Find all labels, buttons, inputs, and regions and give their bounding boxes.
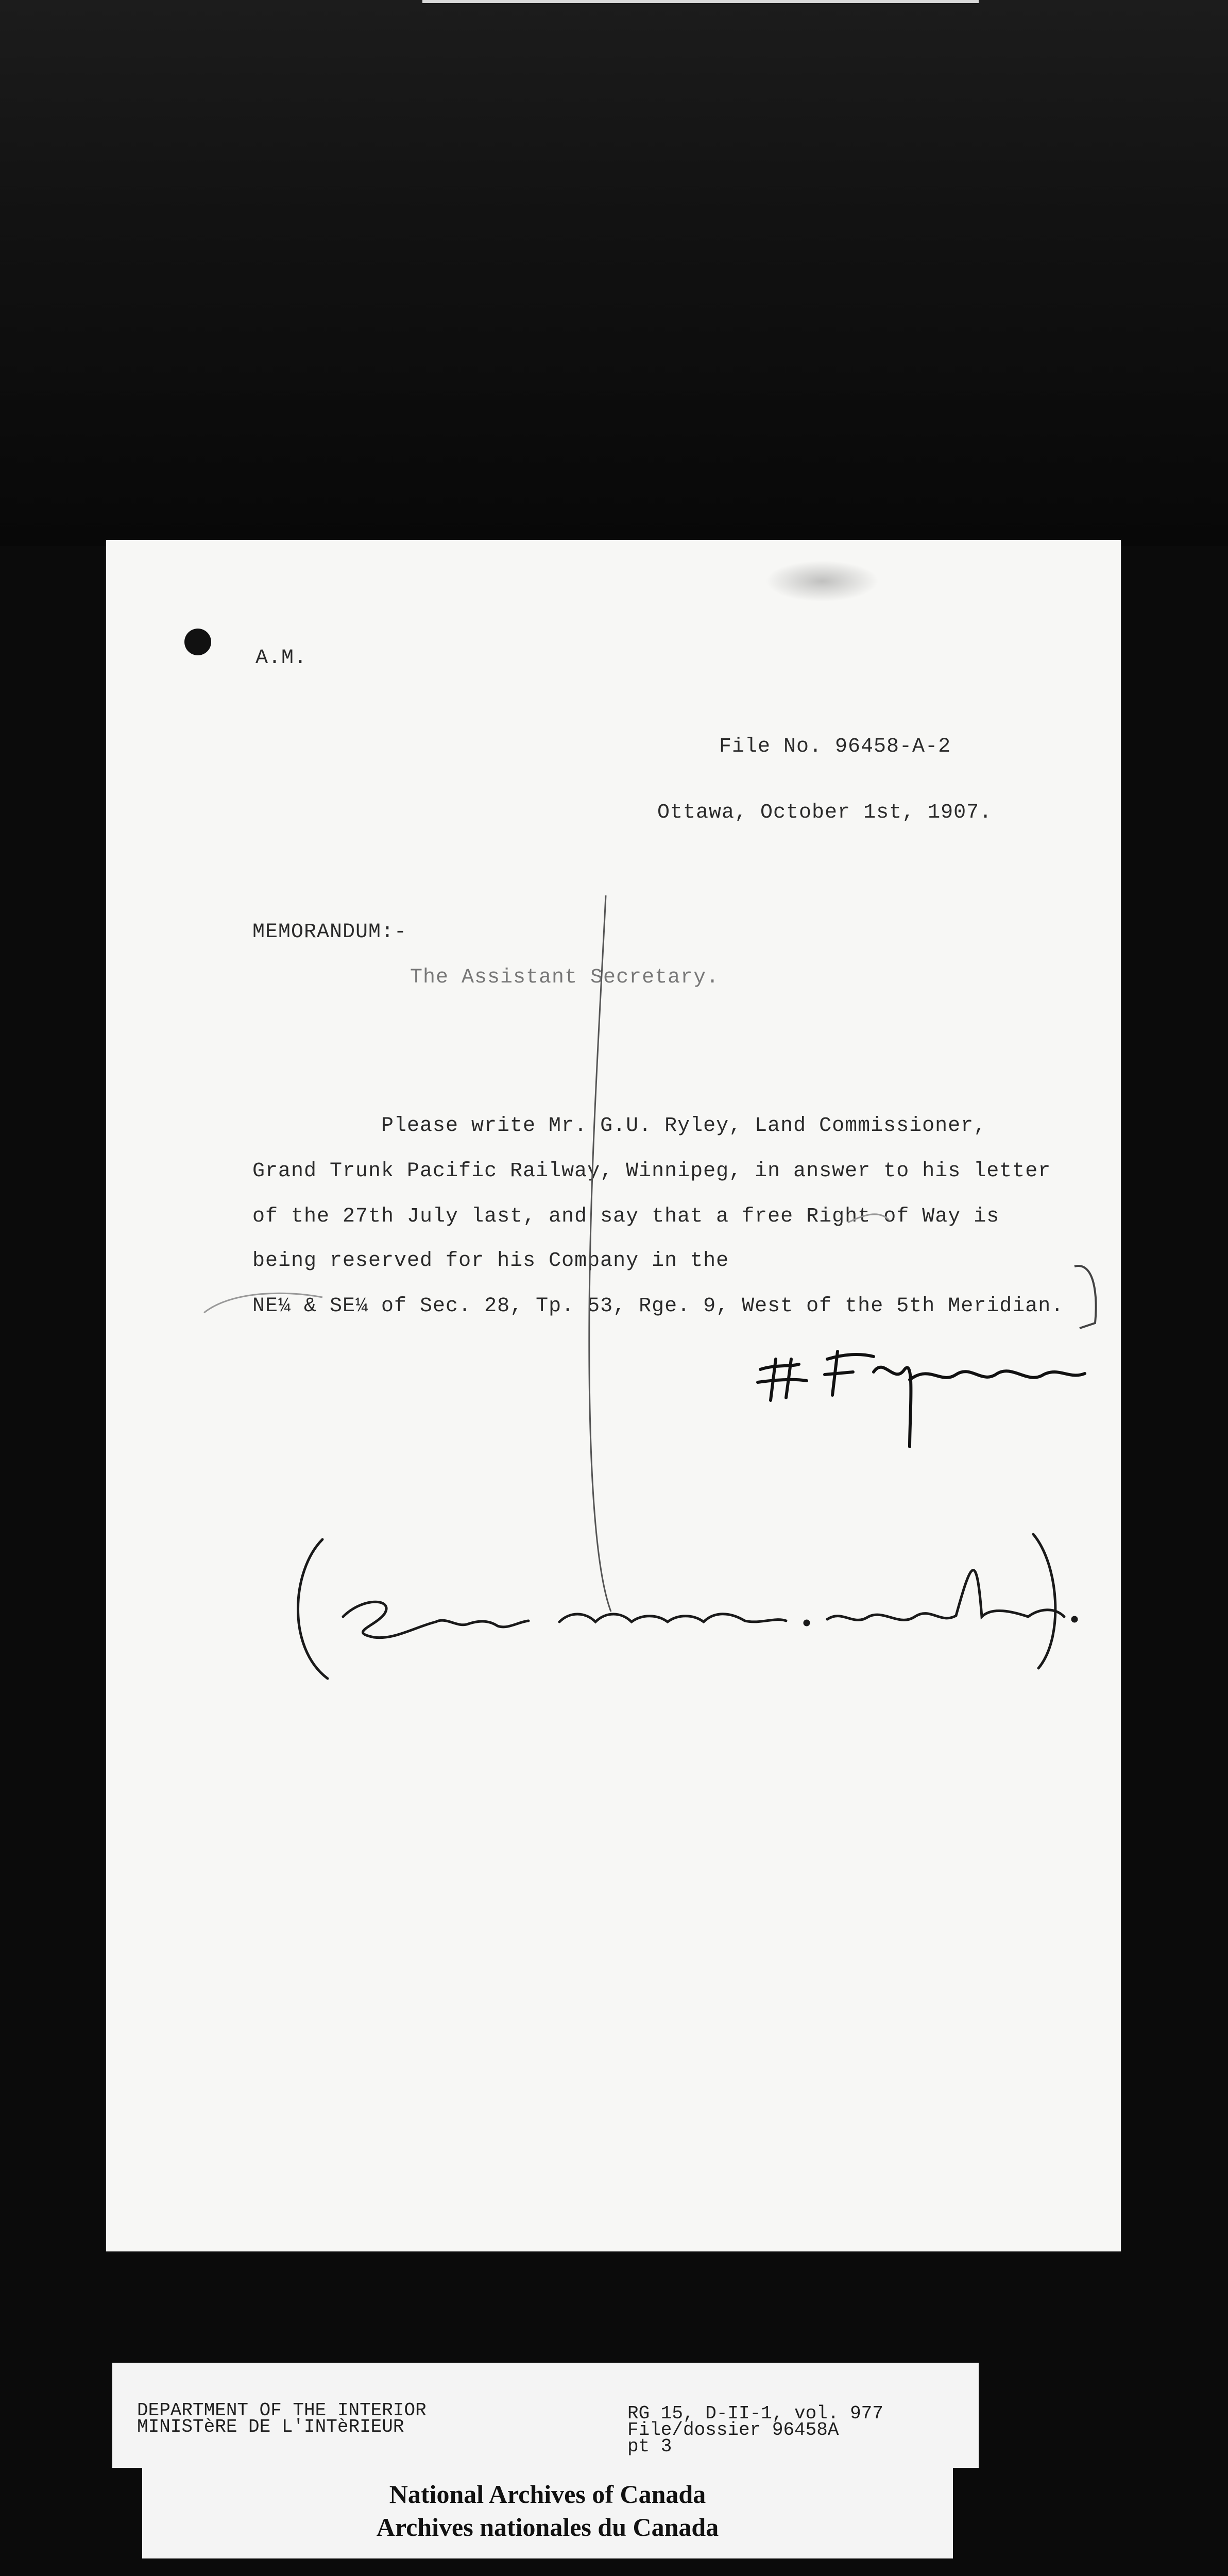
archive-label-bottom	[142, 2468, 953, 2558]
body-line-5: NE¼ & SE¼ of Sec. 28, Tp. 53, Rge. 9, West of the 5th Meridian.	[252, 1295, 1064, 1318]
dept-en: DEPARTMENT OF THE INTERIOR	[137, 2400, 427, 2421]
signature	[758, 1351, 1085, 1447]
memo-page	[106, 540, 1121, 2251]
bracket-mark	[1074, 1266, 1096, 1328]
body-line-3: of the 27th July last, and say that a free Right of Way is	[252, 1205, 1000, 1228]
scan-background	[0, 0, 1228, 546]
archives-fr: Archives nationales du Canada	[376, 2513, 719, 2541]
file-number: File No. 96458-A-2	[719, 735, 951, 758]
ref-line-2: File/dossier 96458A	[627, 2419, 839, 2441]
memo-heading: MEMORANDUM:-	[252, 921, 407, 944]
body-line-2: Grand Trunk Pacific Railway, Winnipeg, in answer to his letter	[252, 1160, 1051, 1183]
ref-line-1: RG 15, D-II-1, vol. 977	[627, 2403, 883, 2424]
body-line-1: Please write Mr. G.U. Ryley, Land Commissioner,	[381, 1114, 987, 1138]
punch-hole	[184, 629, 211, 655]
addressee: The Assistant Secretary.	[410, 966, 720, 989]
ref-line-3: pt 3	[627, 2436, 672, 2457]
body-line-4: being reserved for his Company in the	[252, 1249, 729, 1273]
handwriting-layer	[106, 540, 1121, 2251]
archives-en: National Archives of Canada	[389, 2480, 706, 2509]
ink-smudge	[765, 561, 879, 602]
handwritten-note	[298, 1534, 1077, 1679]
memo-date: Ottawa, October 1st, 1907.	[657, 801, 993, 824]
top-paper-edge	[422, 0, 979, 3]
initials: A.M.	[255, 647, 308, 670]
archive-label-top	[112, 2363, 979, 2468]
dept-fr: MINISTèRE DE L'INTèRIEUR	[137, 2416, 404, 2437]
